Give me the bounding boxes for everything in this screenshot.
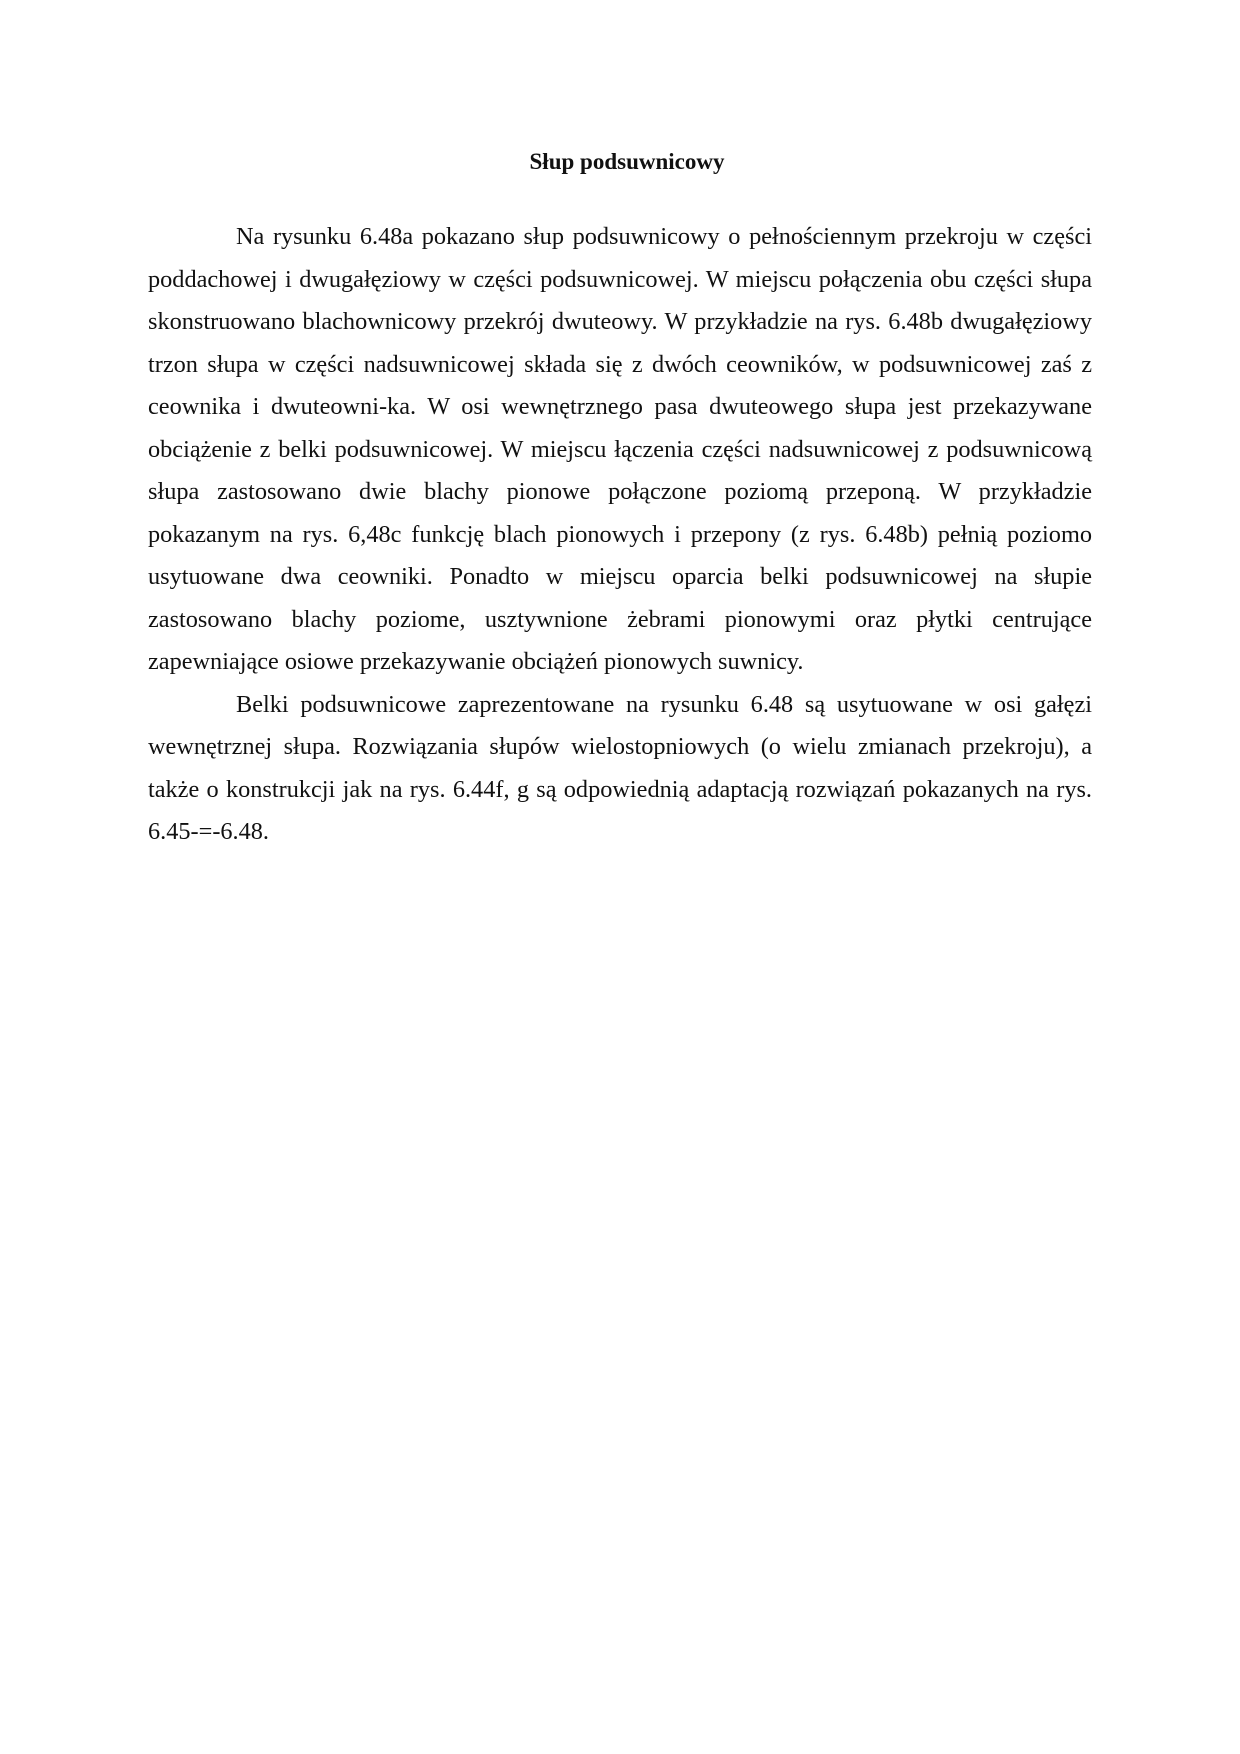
document-body bbox=[148, 138, 1092, 854]
document-title: Słup podsuwnicowy bbox=[529, 149, 725, 174]
paragraph-2: Belki podsuwnicowe zaprezentowane na rysunku 6.48 są usytuowane w osi gałęzi wewnętrznej słupa. Rozwiązania słupów wielostopniowych (o wielu zmianach przekroju), a także o konstrukcji jak na rys. 6.44f, g są odpowiednią adaptacją rozwiązań pokazanych na rys. 6.45-=-6.48. bbox=[148, 690, 1092, 845]
paragraph-1: Na rysunku 6.48a pokazano słup podsuwnicowy o pełnościennym przekroju w części poddachowej i dwugałęziowy w części podsuwnicowej. W miejscu połączenia obu części słupa skonstruowano blachownicowy przekrój dwuteowy. W przykładzie na rys. 6.48b dwugałęziowy trzon słupa w części nadsuwnicowej składa się z dwóch ceowników, w podsuwnicowej zaś z ceownika i dwuteowni-ka. W osi wewnętrznego pasa dwuteowego słupa jest przekazywane obciążenie z belki podsuwnicowej. W miejscu łączenia części nadsuwnicowej z podsuwnicową słupa zastosowano dwie blachy pionowe połączone poziomą przeponą. W przykładzie pokazanym na rys. 6,48c funkcję blach pionowych i przepony (z rys. 6.48b) pełnią poziomo usytuowane dwa ceowniki. Ponadto w miejscu oparcia belki podsuwnicowej na słupie zastosowano blachy poziome, usztywnione żebrami pionowymi oraz płytki centrujące zapewniające osiowe przekazywanie obciążeń pionowych suwnicy. bbox=[148, 223, 1092, 675]
